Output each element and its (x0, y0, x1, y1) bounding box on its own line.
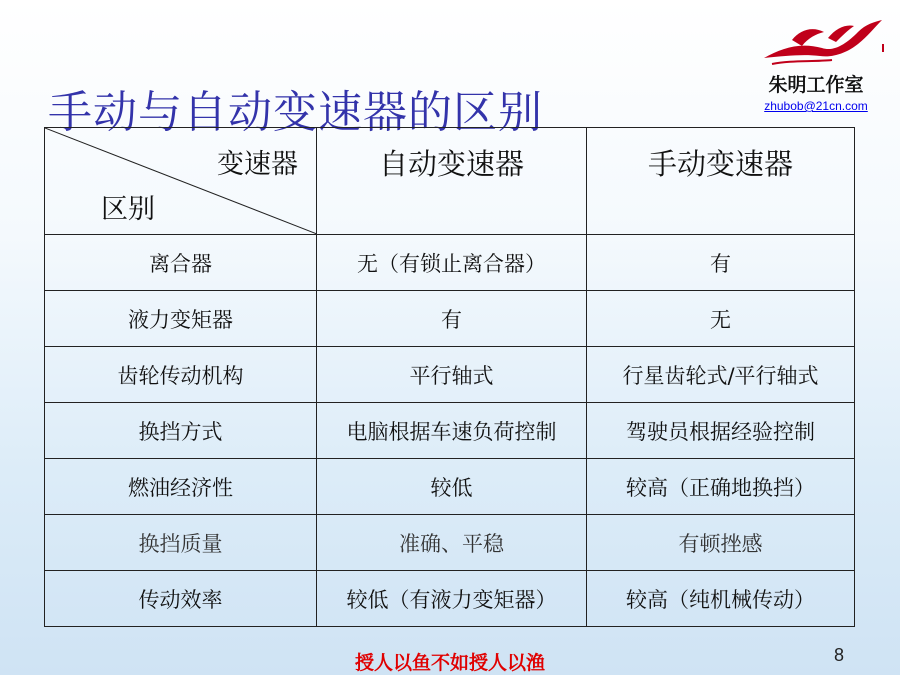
table-row (45, 459, 855, 515)
page-number: 8 (834, 645, 845, 665)
table-row (45, 403, 855, 459)
brand-name: 朱明工作室 (768, 74, 864, 96)
row-label: 离合器 (45, 235, 317, 291)
footer-motto: 授人以鱼不如授人以渔 (354, 652, 545, 674)
row-label: 燃油经济性 (45, 459, 317, 515)
table-row (45, 347, 855, 403)
table-row (45, 571, 855, 627)
table-row (45, 515, 855, 571)
corner-label-transmission: 变速器 (217, 149, 298, 180)
cell-automatic: 平行轴式 (317, 347, 587, 403)
row-label: 齿轮传动机构 (45, 347, 317, 403)
brand-block (746, 70, 886, 113)
flying-horse-logo-icon (762, 18, 886, 66)
table-row (45, 291, 855, 347)
cell-automatic: 有 (317, 291, 587, 347)
cell-automatic: 准确、平稳 (317, 515, 587, 571)
row-label: 液力变矩器 (45, 291, 317, 347)
row-label: 换挡质量 (45, 515, 317, 571)
cell-manual: 行星齿轮式/平行轴式 (587, 347, 855, 403)
comparison-table (44, 127, 855, 627)
column-header-automatic: 自动变速器 (317, 128, 587, 235)
cell-manual: 驾驶员根据经验控制 (587, 403, 855, 459)
cell-manual: 无 (587, 291, 855, 347)
table-header-row (45, 128, 855, 235)
cell-manual: 有顿挫感 (587, 515, 855, 571)
brand-email-link[interactable]: zhubob@21cn.com (764, 99, 868, 113)
cell-automatic: 较低 (317, 459, 587, 515)
cell-automatic: 较低（有液力变矩器） (317, 571, 587, 627)
slide-title: 手动与自动变速器的区别 (48, 87, 543, 138)
row-label: 换挡方式 (45, 403, 317, 459)
table-row (45, 235, 855, 291)
cell-automatic: 无（有锁止离合器） (317, 235, 587, 291)
row-label: 传动效率 (45, 571, 317, 627)
table-corner-cell (45, 128, 317, 235)
cell-automatic: 电脑根据车速负荷控制 (317, 403, 587, 459)
column-header-manual: 手动变速器 (587, 128, 855, 235)
corner-label-difference: 区别 (101, 194, 155, 225)
cell-manual: 有 (587, 235, 855, 291)
cell-manual: 较高（纯机械传动） (587, 571, 855, 627)
cell-manual: 较高（正确地换挡） (587, 459, 855, 515)
